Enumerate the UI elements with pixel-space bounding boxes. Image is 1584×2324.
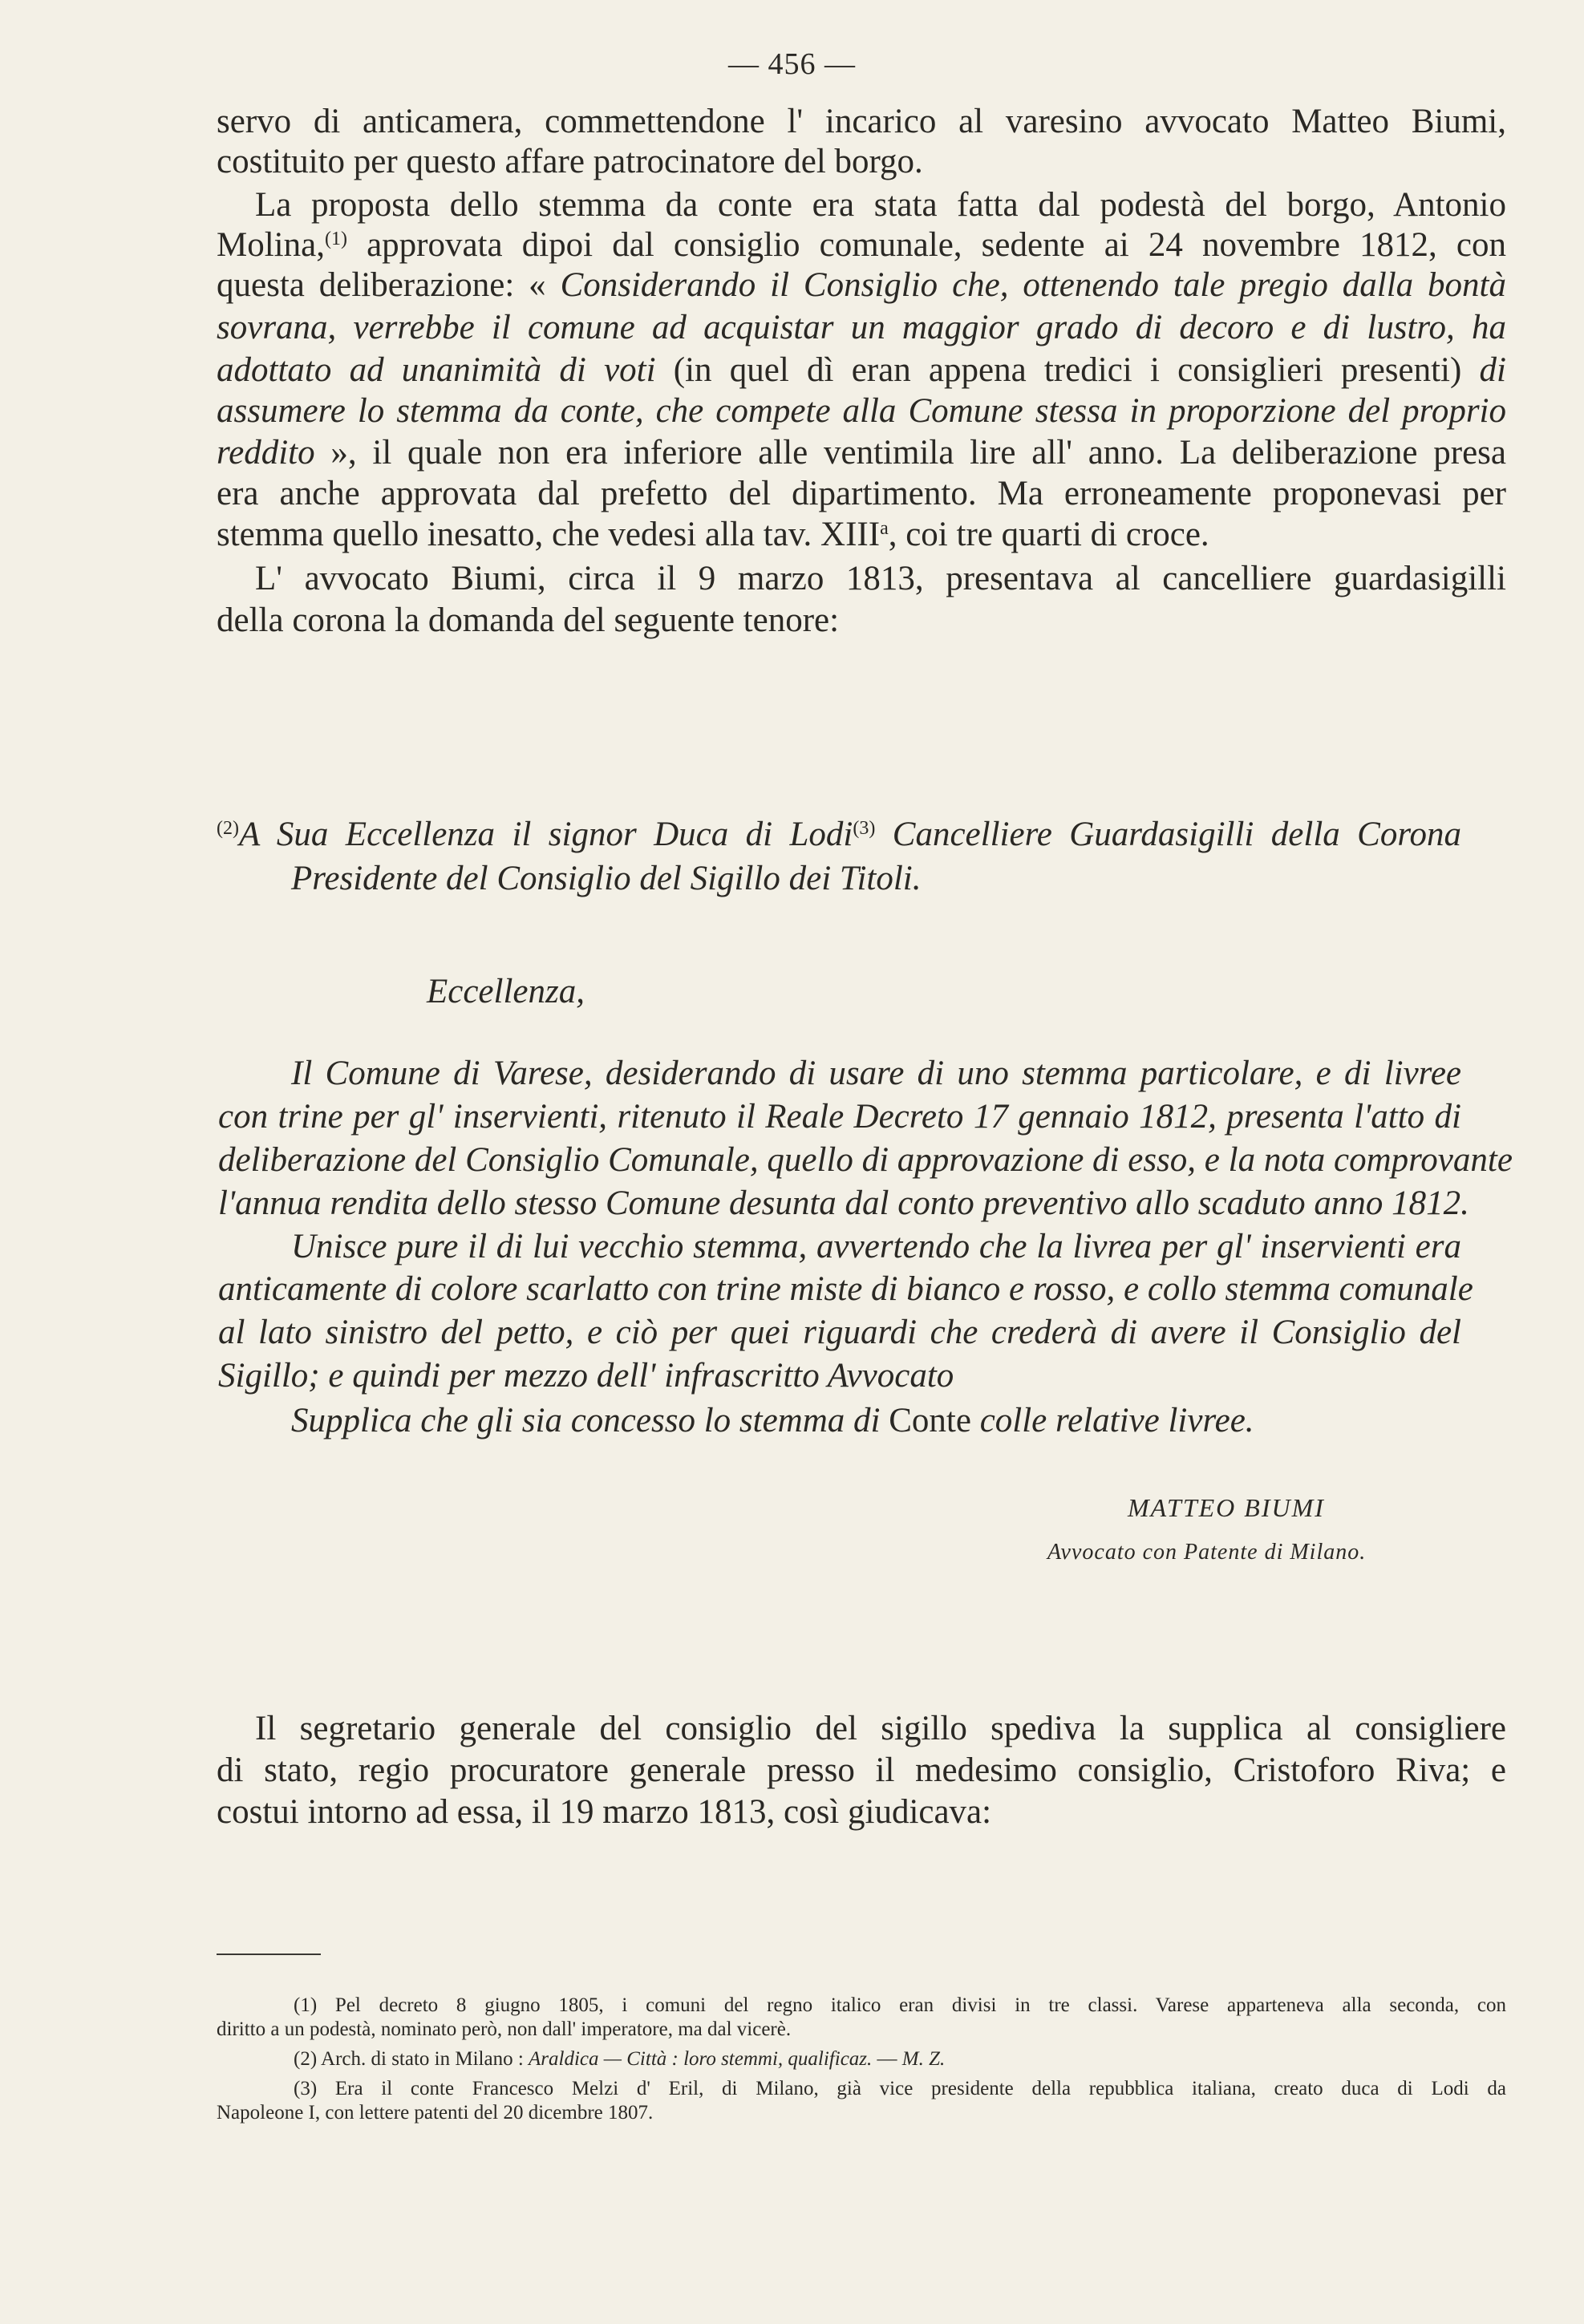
letter-line: Sigillo; e quindi per mezzo dell' infrascritto Avvocato: [218, 1357, 954, 1395]
quote-text: adottato ad unanimità di voti: [217, 351, 656, 389]
quote-text: Considerando il Consiglio che, ottenendo tale pregio dalla bontà: [560, 266, 1506, 304]
text-run: stemma quello inesatto, che vedesi alla tav. XIII: [217, 516, 881, 553]
quote-text: reddito: [217, 434, 315, 472]
footnote-marker: (2): [217, 818, 239, 839]
body-line: [217, 266, 1506, 305]
superscript: a: [880, 518, 889, 539]
text-run: », il quale non era inferiore alle ventimila lire all' anno. La deliberazione presa: [314, 434, 1506, 472]
text-run: , coi tre quarti di croce.: [888, 516, 1209, 553]
body-line: [217, 226, 1506, 265]
footnote-line: [294, 2047, 1506, 2071]
letter-line: Unisce pure il di lui vecchio stemma, avvertendo che la livrea per gl' inservienti era: [291, 1228, 1461, 1265]
body-line: di stato, regio procuratore generale presso il medesimo consiglio, Cristoforo Riva; e: [217, 1751, 1506, 1789]
body-line: era anche approvata dal prefetto del dipartimento. Ma erroneamente proponevasi per: [217, 475, 1506, 512]
text-run: M. Z.: [901, 2048, 946, 2070]
footnote-marker: (1): [324, 229, 347, 249]
body-line: L' avvocato Biumi, circa il 9 marzo 1813, presentava al cancelliere guardasigilli: [255, 560, 1506, 597]
letter-line: al lato sinistro del petto, e ciò per quei riguardi che crederà di avere il Consiglio del: [218, 1314, 1461, 1351]
text-run: A Sua Eccellenza il signor Duca di Lodi: [238, 816, 853, 853]
body-line: costui intorno ad essa, il 19 marzo 1813, così giudicava:: [217, 1793, 992, 1831]
body-line: [217, 516, 1506, 554]
body-line: della corona la domanda del seguente tenore:: [217, 601, 840, 639]
footnote-marker: (3): [853, 818, 876, 839]
text-run: —: [872, 2048, 902, 2070]
text-run: (2) Arch. di stato in Milano :: [294, 2048, 529, 2070]
text-run: (in quel dì eran appena tredici i consiglieri presenti): [655, 351, 1480, 389]
footnote-rule: [217, 1954, 321, 1955]
page-number: — 456 —: [728, 47, 856, 81]
footnote-line: (1) Pel decreto 8 giugno 1805, i comuni del regno italico eran divisi in tre classi. Varese apparteneva alla seconda, con: [294, 1994, 1506, 2016]
text-run: approvata dipoi dal consiglio comunale, sedente ai 24 novembre 1812, con: [346, 226, 1506, 264]
text-run: Conte: [889, 1402, 971, 1439]
text-run: colle relative livree.: [970, 1402, 1254, 1439]
text-run: questa deliberazione: «: [217, 266, 561, 304]
body-line: servo di anticamera, commettendone l' incarico al varesino avvocato Matteo Biumi,: [217, 103, 1506, 140]
footnote-line: diritto a un podestà, nominato però, non dall' imperatore, ma dal vicerè.: [217, 2018, 792, 2040]
quote-text: di: [1479, 351, 1506, 389]
letter-line: [291, 1402, 1461, 1440]
body-line: sovrana, verrebbe il comune ad acquistar un maggior grado di decoro e di lustro, ha: [217, 309, 1506, 346]
footnote-line: Napoleone I, con lettere patenti del 20 dicembre 1807.: [217, 2102, 654, 2124]
text-run: Molina,: [217, 226, 325, 264]
body-line: [217, 434, 1506, 472]
letter-line: anticamente di colore scarlatto con trine miste di bianco e rosso, e collo stemma comunale: [218, 1270, 1473, 1308]
body-line: costituito per questo affare patrocinatore del borgo.: [217, 143, 923, 180]
body-line: La proposta dello stemma da conte era stata fatta dal podestà del borgo, Antonio: [255, 186, 1506, 224]
body-line: [217, 351, 1506, 390]
body-line: assumere lo stemma da conte, che compete alla Comune stessa in proporzione del proprio: [217, 392, 1506, 430]
signature-name: MATTEO BIUMI: [1128, 1493, 1325, 1522]
letter-line: Il Comune di Varese, desiderando di usare di uno stemma particolare, e di livree: [291, 1055, 1461, 1092]
footnote-line: (3) Era il conte Francesco Melzi d' Eril, di Milano, già vice presidente della repubblica italiana, creato duca di Lodi da: [294, 2078, 1506, 2099]
text-run: Cancelliere Guardasigilli della Corona: [875, 816, 1461, 853]
letter-address: Presidente del Consiglio del Sigillo dei Titoli.: [291, 860, 922, 897]
text-run: Araldica — Città : loro stemmi, qualificaz.: [529, 2048, 873, 2070]
body-line: Il segretario generale del consiglio del sigillo spediva la supplica al consigliere: [255, 1710, 1506, 1747]
letter-address: [217, 816, 1461, 854]
letter-line: deliberazione del Consiglio Comunale, quello di approvazione di esso, e la nota comprovante: [218, 1141, 1513, 1179]
letter-salutation: Eccellenza,: [427, 973, 585, 1010]
text-run: Supplica che gli sia concesso lo stemma di: [291, 1402, 889, 1439]
signature-title: Avvocato con Patente di Milano.: [1047, 1540, 1367, 1565]
letter-line: l'annua rendita dello stesso Comune desunta dal conto preventivo allo scaduto anno 1812.: [218, 1184, 1469, 1222]
letter-line: con trine per gl' inservienti, ritenuto il Reale Decreto 17 gennaio 1812, presenta l'atto di: [218, 1098, 1461, 1136]
